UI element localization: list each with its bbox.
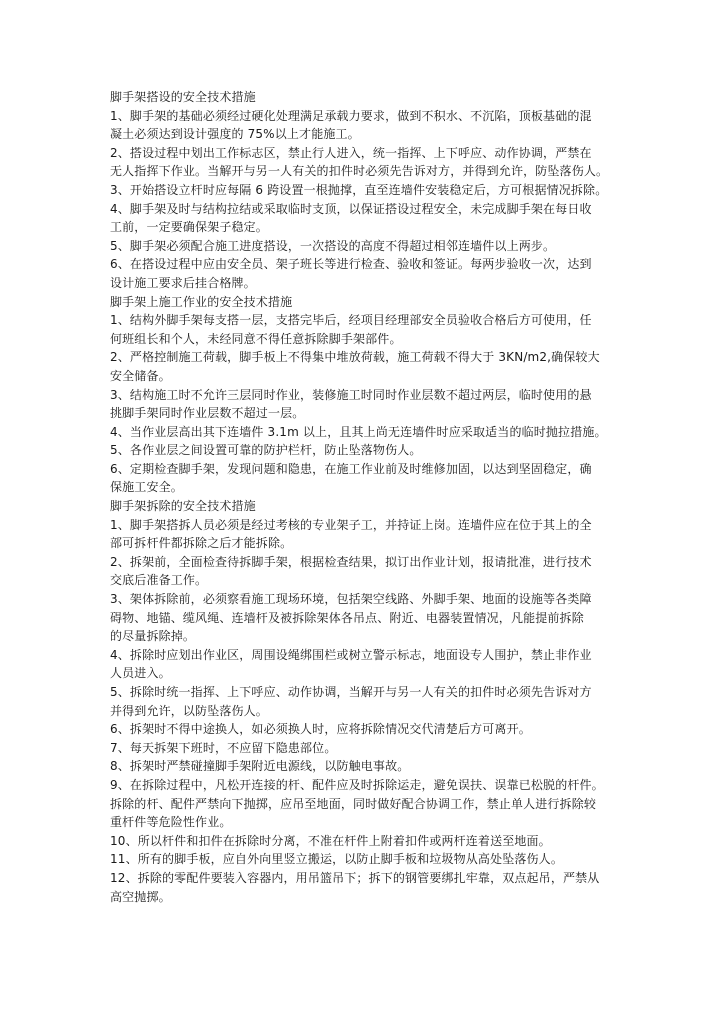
list-item-line: 保施工安全。 <box>110 480 183 495</box>
list-item-line: 工前，一定要确保架子稳定。 <box>110 220 268 235</box>
list-item-line: 1、结构外脚手架每支搭一层，支搭完毕后，经项目经理部安全员验收合格后方可使用，任 <box>110 313 592 328</box>
list-item-line: 3、结构施工时不允许三层同时作业，装修施工时同时作业层数不超过两层，临时使用的悬 <box>110 387 592 402</box>
list-item-line: 6、拆架时不得中途换人，如必须换人时，应将拆除情况交代清楚后方可离开。 <box>110 722 531 737</box>
list-item-line: 凝土必须达到设计强度的 75%以上才能施工。 <box>110 127 360 142</box>
list-item <box>110 739 615 758</box>
list-item <box>110 757 615 776</box>
list-item <box>110 776 615 832</box>
list-item-line: 7、每天拆架下班时，不应留下隐患部位。 <box>110 740 337 755</box>
list-item <box>110 144 615 181</box>
list-item-line: 并得到允许，以防坠落伤人。 <box>110 703 268 718</box>
list-item-line: 4、拆除时应划出作业区，周围设绳绑围栏或树立警示标志，地面设专人围护，禁止非作业 <box>110 647 592 662</box>
list-item <box>110 237 615 256</box>
list-item <box>110 646 615 683</box>
list-item <box>110 181 615 200</box>
list-item-line: 2、搭设过程中划出工作标志区，禁止行人进入，统一指挥、上下呼应、动作协调，严禁在 <box>110 145 592 160</box>
list-item-line: 6、在搭设过程中应由安全员、架子班长等进行检查、验收和签证。每两步验收一次，达到 <box>110 257 592 272</box>
list-item-line: 拆除的杆、配件严禁向下抛掷，应吊至地面，同时做好配合协调工作，禁止单人进行拆除较 <box>110 796 597 811</box>
list-item-line: 5、拆除时统一指挥、上下呼应、动作协调，当解开与另一人有关的扣件时必须先告诉对方 <box>110 685 592 699</box>
list-item-line: 人员进入。 <box>110 666 171 681</box>
list-item-line: 2、严格控制施工荷载，脚手板上不得集中堆放荷载，施工荷载不得大于 3KN/m2,确保较大 <box>110 350 600 365</box>
list-item-line: 高空抛掷。 <box>110 889 171 904</box>
list-item <box>110 516 615 553</box>
list-item-line: 设计施工要求后挂合格牌。 <box>110 275 256 290</box>
section-heading: 脚手架上施工作业的安全技术措施 <box>110 294 293 309</box>
list-item-line: 3、开始搭设立杆时应每隔 6 跨设置一根抛撑，直至连墙件安装稳定后，方可根据情况拆除。 <box>110 182 608 197</box>
list-item <box>110 869 615 906</box>
list-item <box>110 553 615 590</box>
list-item-line: 6、定期检查脚手架，发现问题和隐患，在施工作业前及时维修加固，以达到坚固稳定，确 <box>110 461 592 476</box>
document-body <box>110 88 615 906</box>
list-item-line: 重杆件等危险性作业。 <box>110 815 232 830</box>
list-item-line: 何班组长和个人，未经同意不得任意拆除脚手架部件。 <box>110 331 402 346</box>
list-item <box>110 255 615 292</box>
list-item-line: 1、脚手架的基础必须经过硬化处理满足承载力要求，做到不积水、不沉陷，顶板基础的混 <box>110 108 592 123</box>
list-item-line: 10、所以杆件和扣件在拆除时分离，不准在杆件上附着扣件或两杆连着送至地面。 <box>110 833 551 848</box>
list-item <box>110 348 615 385</box>
list-item <box>110 107 615 144</box>
section-heading: 脚手架拆除的安全技术措施 <box>110 499 256 514</box>
list-item <box>110 590 615 646</box>
list-item-line: 9、在拆除过程中，凡松开连接的杆、配件应及时拆除运走，避免误扶、误靠已松脱的杆件。 <box>110 777 604 792</box>
list-item <box>110 720 615 739</box>
list-item <box>110 832 615 851</box>
list-item <box>110 200 615 237</box>
list-item <box>110 386 615 423</box>
list-item-line: 挑脚手架同时作业层数不超过一层。 <box>110 406 305 421</box>
list-item-line: 3、架体拆除前，必须察看施工现场环境，包括架空线路、外脚手架、地面的设施等各类障 <box>110 592 592 607</box>
list-item <box>110 423 615 442</box>
list-item <box>110 441 615 460</box>
list-item-line: 12、拆除的零配件要装入容器内，用吊篮吊下；拆下的钢管要绑扎牢靠，双点起吊，严禁从 <box>110 870 600 885</box>
list-item-line: 8、拆架时严禁碰撞脚手架附近电源线，以防触电事故。 <box>110 759 410 774</box>
list-item-line: 的尽量拆除掉。 <box>110 629 196 644</box>
list-item-line: 碍物、地锚、缆风绳、连墙杆及被拆除架体各吊点、附近、电器装置情况，凡能提前拆除 <box>110 610 584 625</box>
list-item-line: 5、脚手架必须配合施工进度搭设，一次搭设的高度不得超过相邻连墙件以上两步。 <box>110 238 556 253</box>
list-item-line: 5、各作业层之间设置可靠的防护栏杆，防止坠落物伤人。 <box>110 443 422 458</box>
list-item-line: 4、脚手架及时与结构拉结或采取临时支顶，以保证搭设过程安全，未完成脚手架在每日收 <box>110 201 592 216</box>
list-item-line: 安全储备。 <box>110 368 171 383</box>
list-item-line: 1、脚手架搭拆人员必须是经过考核的专业架子工，并持证上岗。连墙件应在位于其上的全 <box>110 517 592 532</box>
list-item-line: 无人指挥下作业。当解开与另一人有关的扣件时必须先告诉对方，并得到允许，防坠落伤人。 <box>110 164 609 179</box>
list-item <box>110 850 615 869</box>
section-heading: 脚手架搭设的安全技术措施 <box>110 90 256 104</box>
list-item <box>110 683 615 720</box>
list-item <box>110 311 615 348</box>
list-item-line: 4、当作业层高出其下连墙件 3.1m 以上，且其上尚无连墙件时应采取适当的临时抛拉措施。 <box>110 424 607 439</box>
list-item-line: 部可拆杆件都拆除之后才能拆除。 <box>110 536 293 551</box>
list-item-line: 2、拆架前，全面检查待拆脚手架，根据检查结果，拟订出作业计划，报请批准，进行技术 <box>110 554 592 569</box>
list-item <box>110 460 615 497</box>
list-item-line: 交底后准备工作。 <box>110 573 208 588</box>
list-item-line: 11、所有的脚手板，应自外向里竖立搬运，以防止脚手板和垃圾物从高处坠落伤人。 <box>110 852 563 867</box>
